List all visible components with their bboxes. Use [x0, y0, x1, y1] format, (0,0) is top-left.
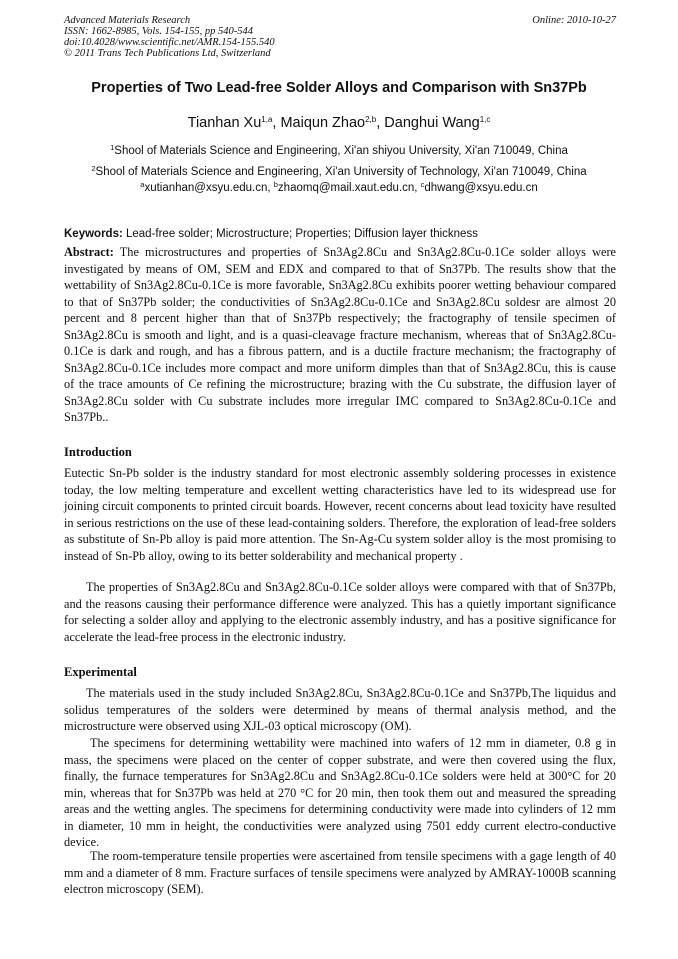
- abstract-label: Abstract:: [64, 245, 114, 259]
- author-superscript: 1,a: [261, 115, 273, 124]
- keywords: [64, 228, 616, 240]
- author-name: Maiqun Zhao: [280, 115, 366, 131]
- keywords-text: Lead-free solder; Microstructure; Properties; Diffusion layer thickness: [122, 228, 478, 240]
- section-heading-introduction: Introduction: [64, 445, 132, 459]
- affiliation-1: [0, 145, 678, 157]
- email-superscript: a: [140, 180, 145, 189]
- author-superscript: 2,b: [365, 115, 377, 124]
- author-list: [0, 115, 678, 131]
- experimental-paragraph-2: The specimens for determining wettability were machined into wafers of 12 mm in diameter, 0.8 g in mass, the specimens were placed on the center of copper substrate, and were then covered using the flux, finally, the furnace temperatures for Sn3Ag2.8Cu and Sn3Ag2.8Cu-0.1Ce solders were held at 300°C for 20 min, whereas that for Sn37Pb was held at 270 °C for 20 min, then took them out and measured the spreading areas and the wetting angles. The specimens for determining conductivity were made into cylinders of 12 mm in diameter, 10 mm in height, the conductivities were analyzed using 7501 eddy current electro-conductive device.: [64, 736, 616, 849]
- copyright-line: © 2011 Trans Tech Publications Ltd, Switzerland: [64, 48, 271, 59]
- keywords-label: Keywords:: [64, 228, 123, 240]
- paper-title: Properties of Two Lead-free Solder Alloys and Comparison with Sn37Pb: [91, 80, 587, 96]
- experimental-paragraph-1: The materials used in the study included Sn3Ag2.8Cu, Sn3Ag2.8Cu-0.1Ce and Sn37Pb,The liquidus and solidus temperatures of the solders were determined by means of thermal analysis method, and the microstructure were observed using XJL-03 optical microscopy (OM).: [64, 686, 616, 733]
- affiliation-text: Shool of Materials Science and Engineering, Xi'an University of Technology, Xi'an 710049, China: [95, 166, 587, 178]
- experimental-paragraph-3: The room-temperature tensile properties were ascertained from tensile specimens with a gage length of 40 mm and a diameter of 8 mm. Fracture surfaces of tensile specimens were analyzed by AMRAY-1000B scanning electron microscopy (SEM).: [64, 849, 616, 896]
- doi-line: doi:10.4028/www.scientific.net/AMR.154-155.540: [64, 37, 275, 48]
- email-line: [0, 182, 678, 194]
- author-name: Danghui Wang: [384, 115, 480, 131]
- abstract-text: The microstructures and properties of Sn3Ag2.8Cu and Sn3Ag2.8Cu-0.1Ce solder alloys were investigated by means of OM, SEM and EDX and compared to that of Sn37Pb. The results show that the wettability of Sn3Ag2.8Cu-0.1Ce is more favorable, Sn3Ag2.8Cu exhibits poorer wetting behaviour compared to that of Sn37Pb solder; the conductivities of Sn3Ag2.8Cu-0.1Ce and Sn3Ag2.8Cu soldesr are almost 20 percent and 8 percent higher than that of Sn37Pb respectively; the fractography of tensile specimen of Sn3Ag2.8Cu is smooth and light, and is a quasi-cleavage fracture mechanism, whereas that of Sn3Ag2.8Cu-0.1Ce is dark and rough, and has a fibrous pattern, and is a ductile fracture mechanism; the fractography of Sn3Ag2.8Cu-0.1Ce includes more compact and more uniform dimples than that of Sn3Ag2.8Cu, this is cause of the trace amounts of Ce refining the microstructure; brazing with the Cu substrate, the diffusion layer of Sn3Ag2.8Cu solder with Cu substrate includes more irregular IMC compared to Sn3Ag2.8Cu-0.1Ce and Sn37Pb..: [64, 245, 616, 424]
- affiliation-2: [0, 166, 678, 178]
- email-address[interactable]: dhwang@xsyu.edu.cn: [424, 182, 538, 194]
- affiliation-superscript: 2: [91, 164, 96, 173]
- section-heading-experimental: Experimental: [64, 665, 137, 679]
- author-superscript: 1,c: [479, 115, 491, 124]
- affiliation-superscript: 1: [110, 143, 115, 152]
- journal-name: Advanced Materials Research: [64, 15, 191, 26]
- author-separator: ,: [376, 115, 385, 131]
- email-superscript: b: [273, 180, 278, 189]
- journal-header: [64, 15, 616, 59]
- issn-line: ISSN: 1662-8985, Vols. 154-155, pp 540-544: [64, 26, 253, 37]
- email-superscript: c: [420, 180, 425, 189]
- intro-paragraph-2: The properties of Sn3Ag2.8Cu and Sn3Ag2.8Cu-0.1Ce solder alloys were compared with that of Sn37Pb, and the reasons causing their performance difference were analyzed. This has a quietly important significance for selecting a solder alloy and applying to the electronic assembly industry, and has a positive significance for accelerate the lead-free process in the electronic industry.: [64, 580, 616, 644]
- email-address[interactable]: zhaomq@mail.xaut.edu.cn,: [277, 182, 421, 194]
- online-date: Online: 2010-10-27: [532, 15, 616, 26]
- intro-paragraph-1: Eutectic Sn-Pb solder is the industry standard for most electronic assembly soldering processes in existence today, the low melting temperature and excellent wetting characteristics have led to its widespread use for joining circuit components to printed circuit boards. However, recent concerns about lead toxicity have resulted in serious restrictions on the use of these lead-containing solders. Therefore, the exploration of lead-free solders as substitute of Sn-Pb alloy is paid more attention. The Sn-Ag-Cu system solder alloy is the most promising to instead of Sn-Pb alloy, owing to its better solderability and mechanical property .: [64, 466, 616, 563]
- email-address[interactable]: xutianhan@xsyu.edu.cn,: [144, 182, 274, 194]
- abstract-paragraph: [64, 244, 616, 426]
- author-name: Tianhan Xu: [187, 115, 262, 131]
- author-separator: ,: [272, 115, 281, 131]
- affiliation-text: Shool of Materials Science and Engineering, Xi'an shiyou University, Xi'an 710049, China: [114, 145, 568, 157]
